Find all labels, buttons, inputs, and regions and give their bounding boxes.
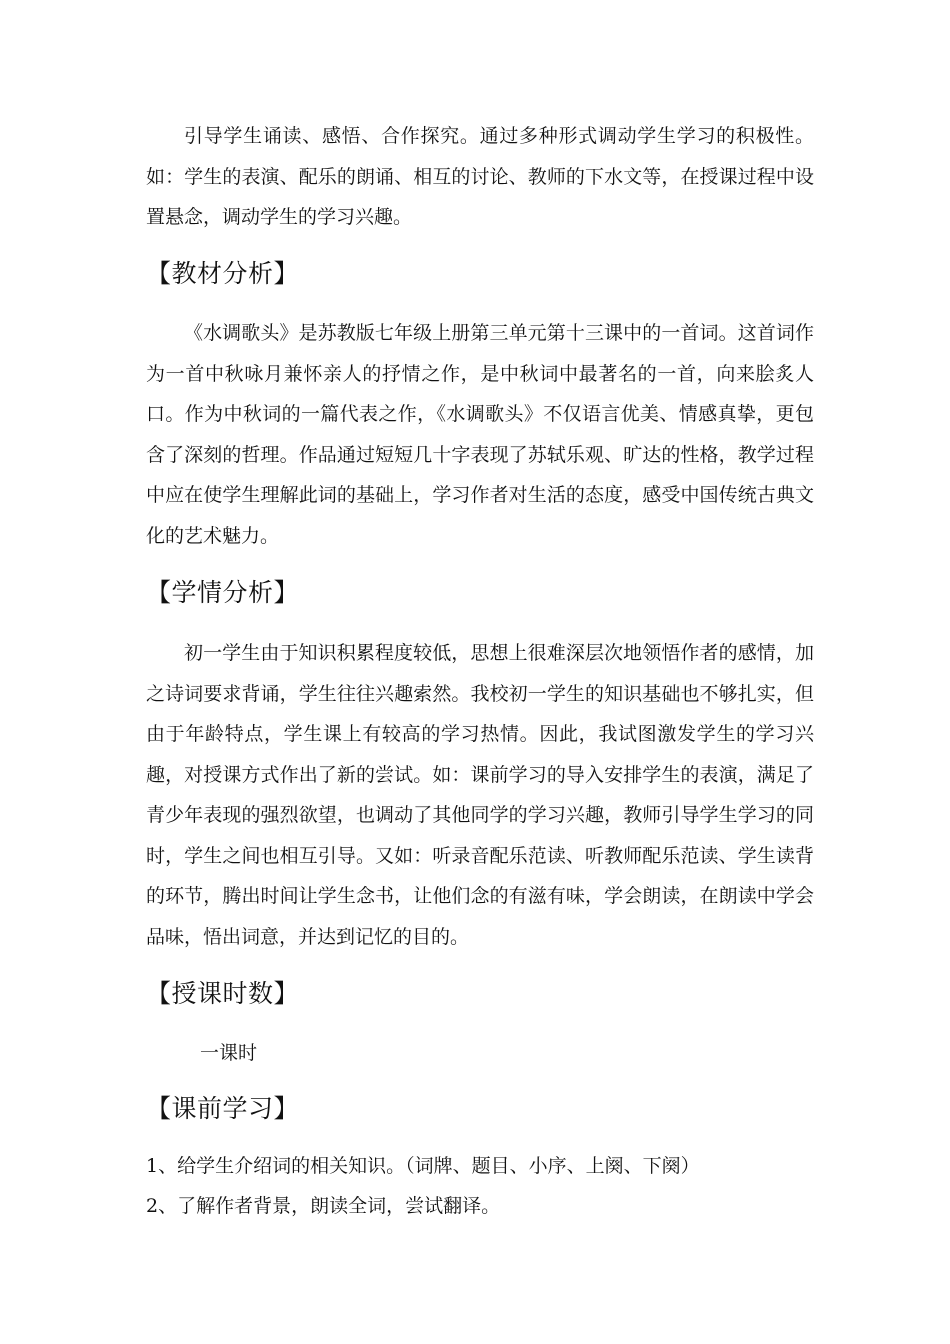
pre-study-item: 2、了解作者背景，朗读全词，尝试翻译。 [146, 1195, 501, 1217]
student-analysis-paragraph: 初一学生由于知识积累程度较低，思想上很难深层次地领悟作者的感情，加之诗词要求背诵，学生往往兴趣索然。我校初一学生的知识基础也不够扎实，但由于年龄特点，学生课上有较高的学习热情。因此，我试图激发学生的学习兴趣，对授课方式作出了新的尝试。如：课前学习的导入安排学生的表演，满足了青少年表现的强烈欲望，也调动了其他同学的学习兴趣，教师引导学生学习的同时，学生之间也相互引导。又如：听录音配乐范读、听教师配乐范读、学生读背的环节，腾出时间让学生念书，让他们念的有滋有味，学会朗读，在朗读中学会品味，悟出词意，并达到记忆的目的。 [146, 642, 814, 948]
heading-student-analysis: 【学情分析】 [146, 578, 300, 607]
pre-study-item: 1、给学生介绍词的相关知识。（词牌、题目、小序、上阕、下阕） [146, 1155, 700, 1177]
heading-material-analysis: 【教材分析】 [146, 259, 300, 288]
intro-paragraph: 引导学生诵读、感悟、合作探究。通过多种形式调动学生学习的积极性。如：学生的表演、配乐的朗诵、相互的讨论、教师的下水文等，在授课过程中设置悬念，调动学生的学习兴趣。 [146, 125, 814, 228]
class-hours-value: 一课时 [200, 1042, 258, 1064]
material-analysis-paragraph: 《水调歌头》是苏教版七年级上册第三单元第十三课中的一首词。这首词作为一首中秋咏月兼怀亲人的抒情之作，是中秋词中最著名的一首，向来脍炙人口。作为中秋词的一篇代表之作，《水调歌头》不仅语言优美、情感真挚，更包含了深刻的哲理。作品通过短短几十字表现了苏轼乐观、旷达的性格，教学过程中应在使学生理解此词的基础上，学习作者对生活的态度，感受中国传统古典文化的艺术魅力。 [146, 322, 814, 547]
heading-class-hours: 【授课时数】 [146, 979, 300, 1008]
heading-pre-study: 【课前学习】 [146, 1094, 300, 1123]
